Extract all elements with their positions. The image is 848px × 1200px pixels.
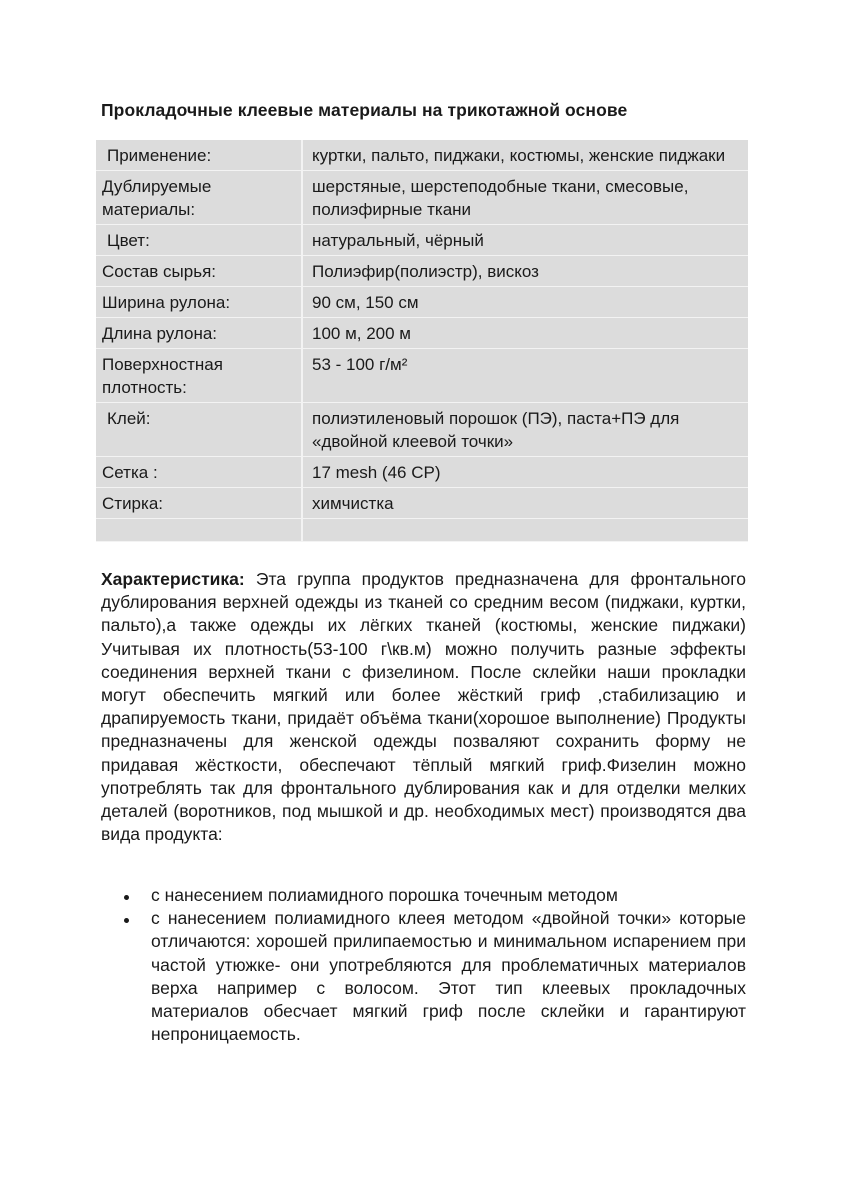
table-row: [96, 140, 748, 171]
characteristic-lead: Характеристика:: [101, 569, 245, 589]
row-label: Сетка :: [96, 457, 302, 488]
row-label: Стирка:: [96, 488, 302, 519]
row-label: Длина рулона:: [96, 318, 302, 349]
row-label: Клей:: [96, 403, 302, 457]
bullet-icon: [124, 918, 129, 923]
table-row-empty: [96, 519, 748, 542]
row-value: шерстяные, шерстеподобные ткани, смесовые, полиэфирные ткани: [302, 171, 748, 225]
row-label: Состав сырья:: [96, 256, 302, 287]
row-label: [96, 519, 302, 542]
row-value: 17 mesh (46 CP): [302, 457, 748, 488]
row-value: натуральный, чёрный: [302, 225, 748, 256]
table-row: [96, 349, 748, 403]
row-label: Поверхностная плотность:: [96, 349, 302, 403]
row-value: 53 - 100 г/м²: [302, 349, 748, 403]
table-row: [96, 488, 748, 519]
row-label: Применение:: [96, 140, 302, 171]
table-row: [96, 225, 748, 256]
spec-table: [96, 140, 748, 542]
row-value: [302, 519, 748, 542]
row-value: 90 см, 150 см: [302, 287, 748, 318]
row-value: 100 м, 200 м: [302, 318, 748, 349]
row-value: полиэтиленовый порошок (ПЭ), паста+ПЭ для «двойной клеевой точки»: [302, 403, 748, 457]
table-row: [96, 256, 748, 287]
row-value: химчистка: [302, 488, 748, 519]
characteristic-paragraph: [101, 568, 746, 846]
list-item: с нанесением полиамидного клеея методом «двойной точки» которые отличаются: хорошей прилипаемостью и минимальном испарением при частой утюжке- они употребляются для проблематичных материалов верха например с волосом. Этот тип клеевых прокладочных материалов обесчает мягкий гриф после склейки и гарантируют непроницаемость.: [124, 907, 746, 1046]
document-title: Прокладочные клеевые материалы на трикотажной основе: [101, 100, 628, 120]
row-label: Ширина рулона:: [96, 287, 302, 318]
bullet-icon: [124, 895, 129, 900]
row-label: Цвет:: [96, 225, 302, 256]
row-value: Полиэфир(полиэстр), вискоз: [302, 256, 748, 287]
table-row: [96, 318, 748, 349]
list-item: с нанесением полиамидного порошка точечным методом: [124, 884, 746, 907]
bullet-list: [124, 884, 746, 1046]
row-label: Дублируемые материалы:: [96, 171, 302, 225]
table-row: [96, 403, 748, 457]
table-row: [96, 287, 748, 318]
table-row: [96, 457, 748, 488]
table-row: [96, 171, 748, 225]
characteristic-text: Эта группа продуктов предназначена для фронтального дублирования верхней одежды из тканей со средним весом (пиджаки, куртки, пальто),а также одежды их лёгких тканей (костюмы, женские пиджаки) Учитывая их плотность(53-100 г\кв.м) можно получить разные эффекты соединения верхней ткани с физелином. После склейки наши прокладки могут обеспечить мягкий или более жёсткий гриф ,стабилизацию и драпируемость ткани, придаёт объёма ткани(хорошое выполнение) Продукты предназначены для женской одежды позваляют сохранить форму не придавая жёсткости, обеспечают тёплый мягкий гриф.Физелин можно употреблять так для фронтального дублирования как и для отделки мелких деталей (воротников, под мышкой и др. необходимых мест) производятся два вида продукта:: [101, 569, 746, 845]
row-value: куртки, пальто, пиджаки, костюмы, женские пиджаки: [302, 140, 748, 171]
